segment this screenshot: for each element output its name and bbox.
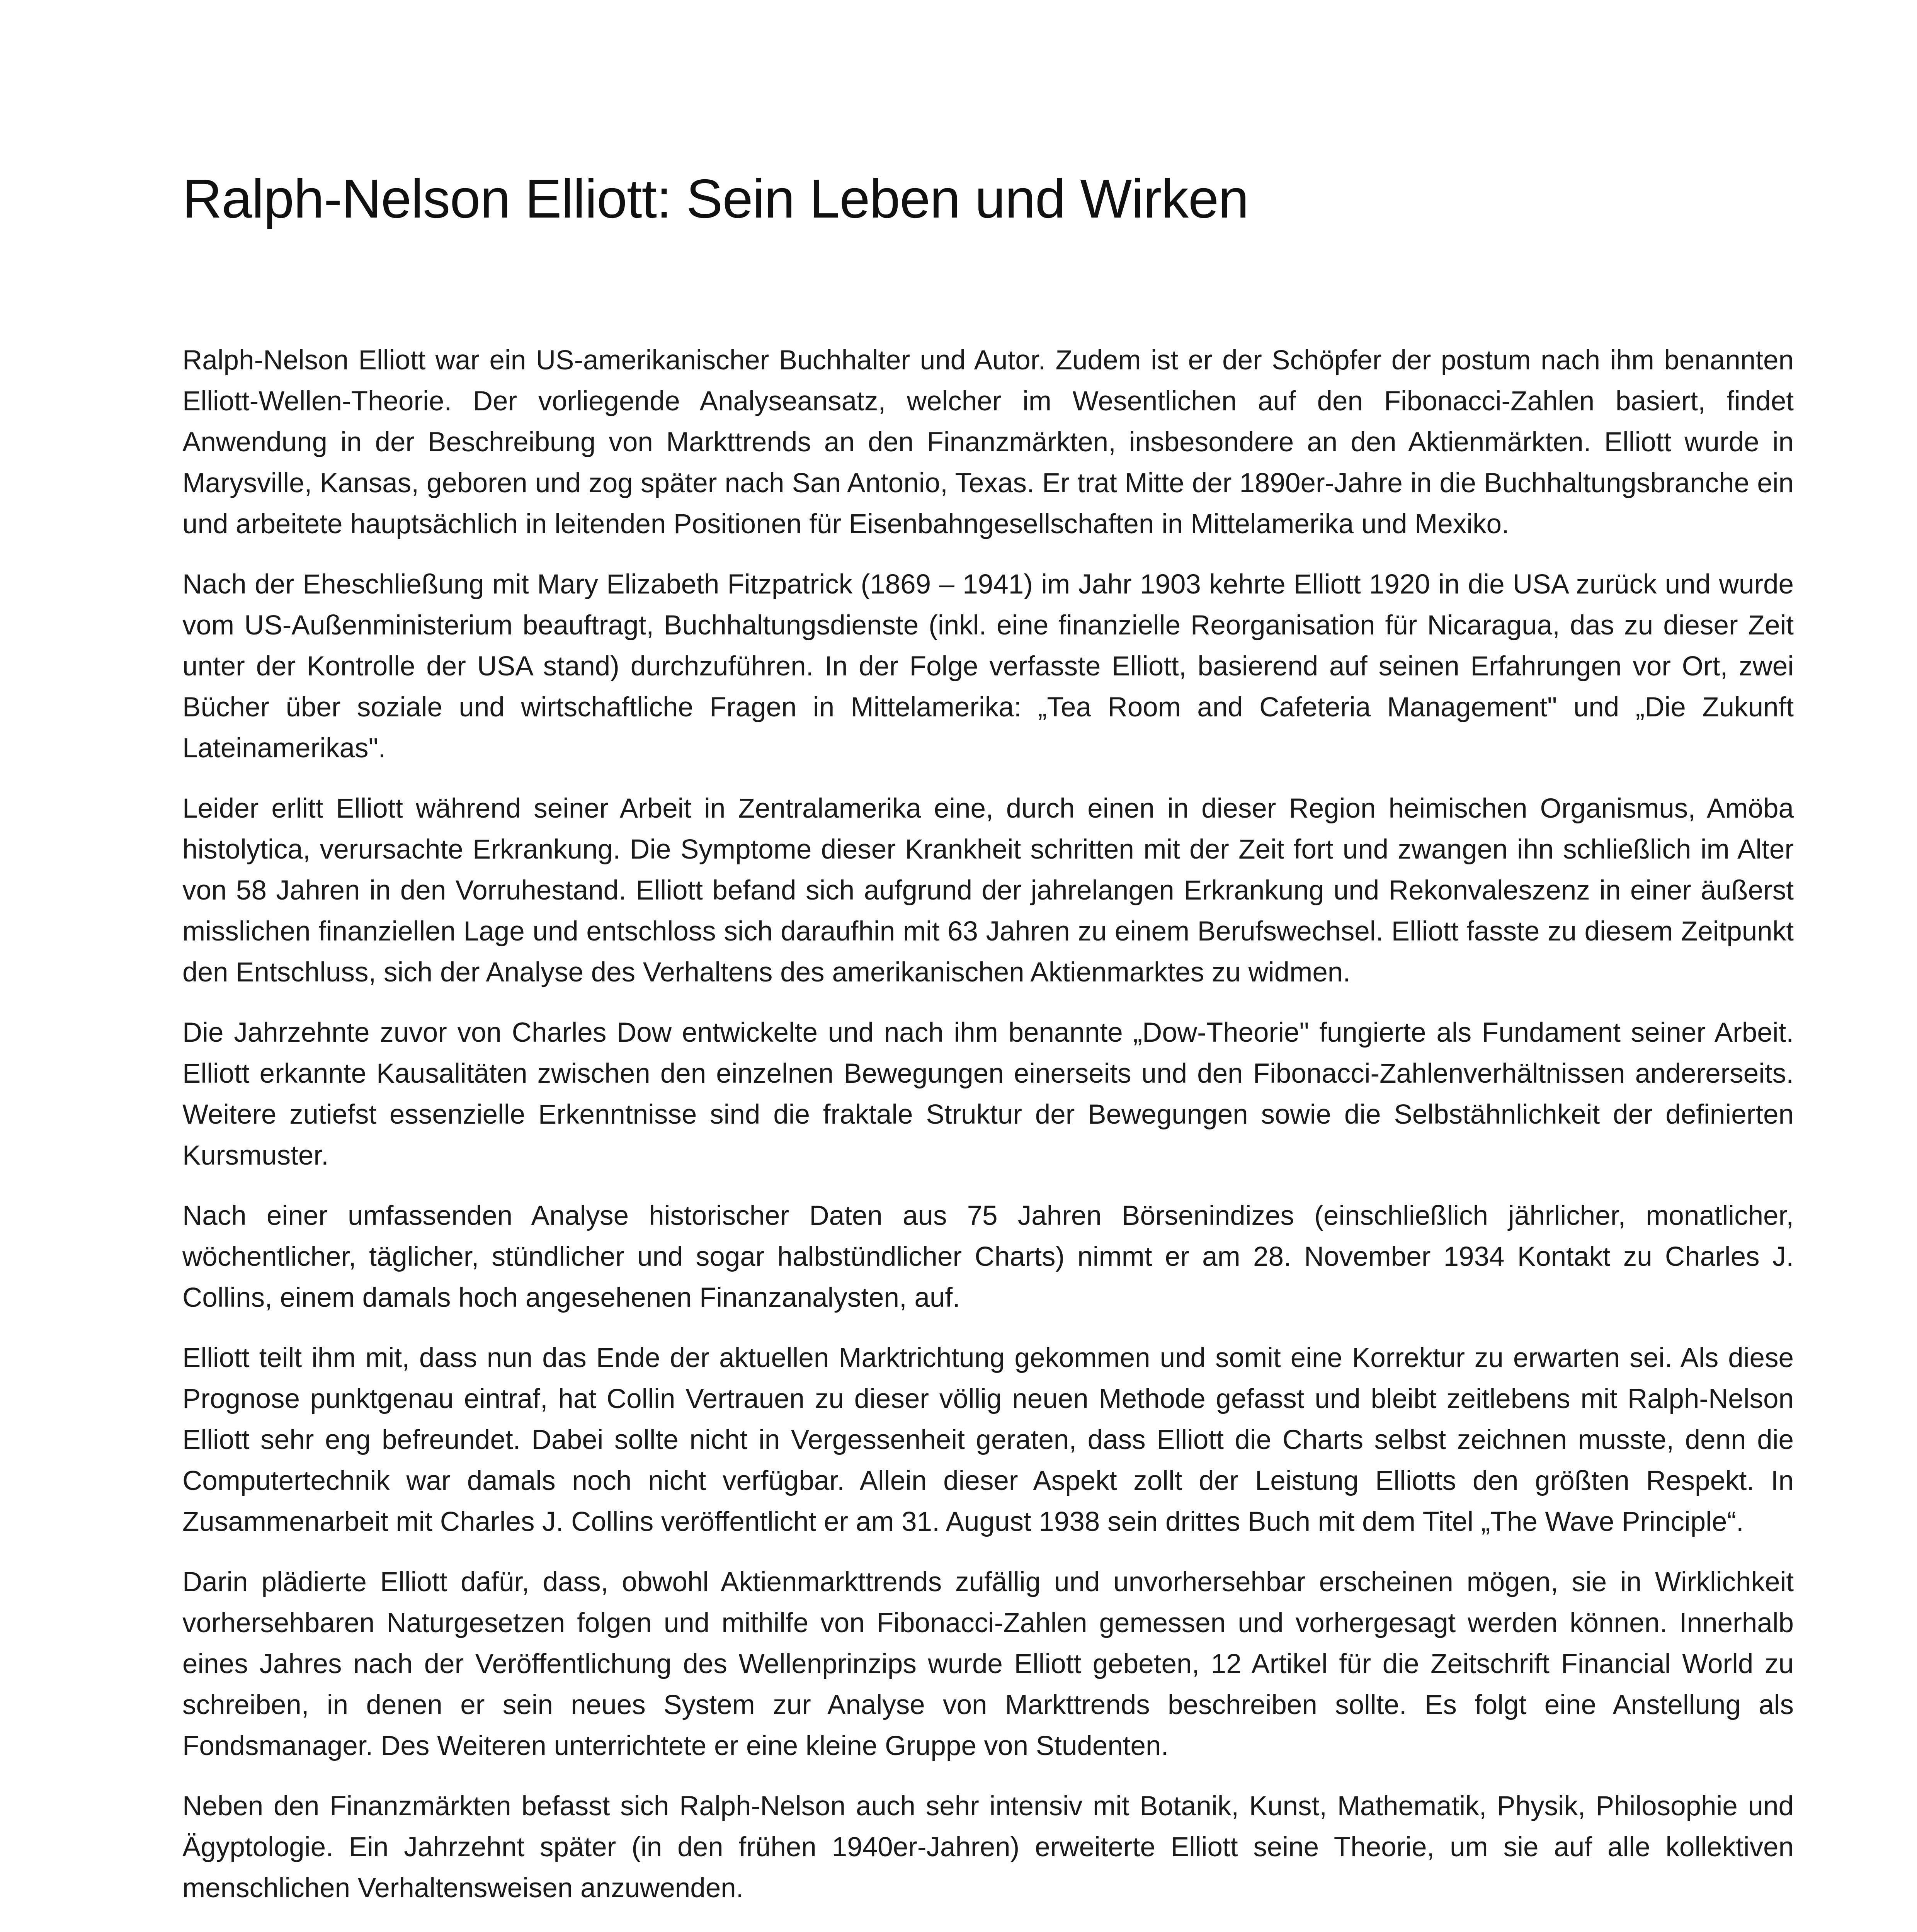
paragraph-5: Nach einer umfassenden Analyse historischer Daten aus 75 Jahren Börsenindizes (einschließlich jährlicher, monatlicher, wöchentlicher, täglicher, stündlicher und sogar halbstündlicher Charts) nimmt er am 28. November 1934 Kontakt zu Charles J. Collins, einem damals hoch angesehenen Finanzanalysten, auf. bbox=[182, 1201, 1794, 1313]
paragraph-9 bbox=[182, 1928, 1794, 1932]
paragraph-2: Nach der Eheschließung mit Mary Elizabeth Fitzpatrick (1869 – 1941) im Jahr 1903 kehrte Elliott 1920 in die USA zurück und wurde vom US-Außenministerium beauftragt, Buchhaltungsdienste (inkl. eine finanzielle Reorganisation für Nicaragua, das zu dieser Zeit unter der Kontrolle der USA stand) durchzuführen. In der Folge verfasste Elliott, basierend auf seinen Erfahrungen vor Ort, zwei Bücher über soziale und wirtschaftliche Fragen in Mittelamerika: „Tea Room and Cafeteria Management" und „Die Zukunft Lateinamerikas". bbox=[182, 569, 1794, 764]
page-title: Ralph-Nelson Elliott: Sein Leben und Wirken bbox=[182, 168, 1249, 230]
paragraph-1: Ralph-Nelson Elliott war ein US-amerikanischer Buchhalter und Autor. Zudem ist er der Schöpfer der postum nach ihm benannten Elliott-Wellen-Theorie. Der vorliegende Analyseansatz, welcher im Wesentlichen auf den Fibonacci-Zahlen basiert, findet Anwendung in der Beschreibung von Markttrends an den Finanzmärkten, insbesondere an den Aktienmärkten. Elliott wurde in Marysville, Kansas, geboren und zog später nach San Antonio, Texas. Er trat Mitte der 1890er-Jahre in die Buchhaltungsbranche ein und arbeitete hauptsächlich in leitenden Positionen für Eisenbahngesellschaften in Mittelamerika und Mexiko. bbox=[182, 345, 1794, 539]
paragraph-4: Die Jahrzehnte zuvor von Charles Dow entwickelte und nach ihm benannte „Dow-Theorie" fungierte als Fundament seiner Arbeit. Elliott erkannte Kausalitäten zwischen den einzelnen Bewegungen einerseits und den Fibonacci-Zahlenverhältnissen andererseits. Weitere zutiefst essenzielle Erkenntnisse sind die fraktale Struktur der Bewegungen sowie die Selbstähnlichkeit der definierten Kursmuster. bbox=[182, 1017, 1794, 1171]
paragraph-3: Leider erlitt Elliott während seiner Arbeit in Zentralamerika eine, durch einen in dieser Region heimischen Organismus, Amöba histolytica, verursachte Erkrankung. Die Symptome dieser Krankheit schritten mit der Zeit fort und zwangen ihn schließlich im Alter von 58 Jahren in den Vorruhestand. Elliott befand sich aufgrund der jahrelangen Erkrankung und Rekonvaleszenz in einer äußerst misslichen finanziellen Lage und entschloss sich daraufhin mit 63 Jahren zu einem Berufswechsel. Elliott fasste zu diesem Zeitpunkt den Entschluss, sich der Analyse des Verhaltens des amerikanischen Aktienmarktes zu widmen. bbox=[182, 793, 1794, 988]
body-text bbox=[182, 340, 1794, 1932]
paragraph-6: Elliott teilt ihm mit, dass nun das Ende der aktuellen Marktrichtung gekommen und somit eine Korrektur zu erwarten sei. Als diese Prognose punktgenau eintraf, hat Collin Vertrauen zu dieser völlig neuen Methode gefasst und bleibt zeitlebens mit Ralph-Nelson Elliott sehr eng befreundet. Dabei sollte nicht in Vergessenheit geraten, dass Elliott die Charts selbst zeichnen musste, denn die Computertechnik war damals noch nicht verfügbar. Allein dieser Aspekt zollt der Leistung Elliotts den größten Respekt. In Zusammenarbeit mit Charles J. Collins veröffentlicht er am 31. August 1938 sein drittes Buch mit dem Titel „The Wave Principle“. bbox=[182, 1343, 1794, 1537]
paragraph-8: Neben den Finanzmärkten befasst sich Ralph-Nelson auch sehr intensiv mit Botanik, Kunst, Mathematik, Physik, Philosophie und Ägyptologie. Ein Jahrzehnt später (in den frühen 1940er-Jahren) erweiterte Elliott seine Theorie, um sie auf alle kollektiven menschlichen Verhaltensweisen anzuwenden. bbox=[182, 1791, 1794, 1903]
paragraph-7: Darin plädierte Elliott dafür, dass, obwohl Aktienmarkttrends zufällig und unvorhersehbar erscheinen mögen, sie in Wirklichkeit vorhersehbaren Naturgesetzen folgen und mithilfe von Fibonacci-Zahlen gemessen und vorhergesagt werden können. Innerhalb eines Jahres nach der Veröffentlichung des Wellenprinzips wurde Elliott gebeten, 12 Artikel für die Zeitschrift Financial World zu schreiben, in denen er sein neues System zur Analyse von Markttrends beschreiben sollte. Es folgt eine Anstellung als Fondsmanager. Des Weiteren unterrichtete er eine kleine Gruppe von Studenten. bbox=[182, 1567, 1794, 1761]
